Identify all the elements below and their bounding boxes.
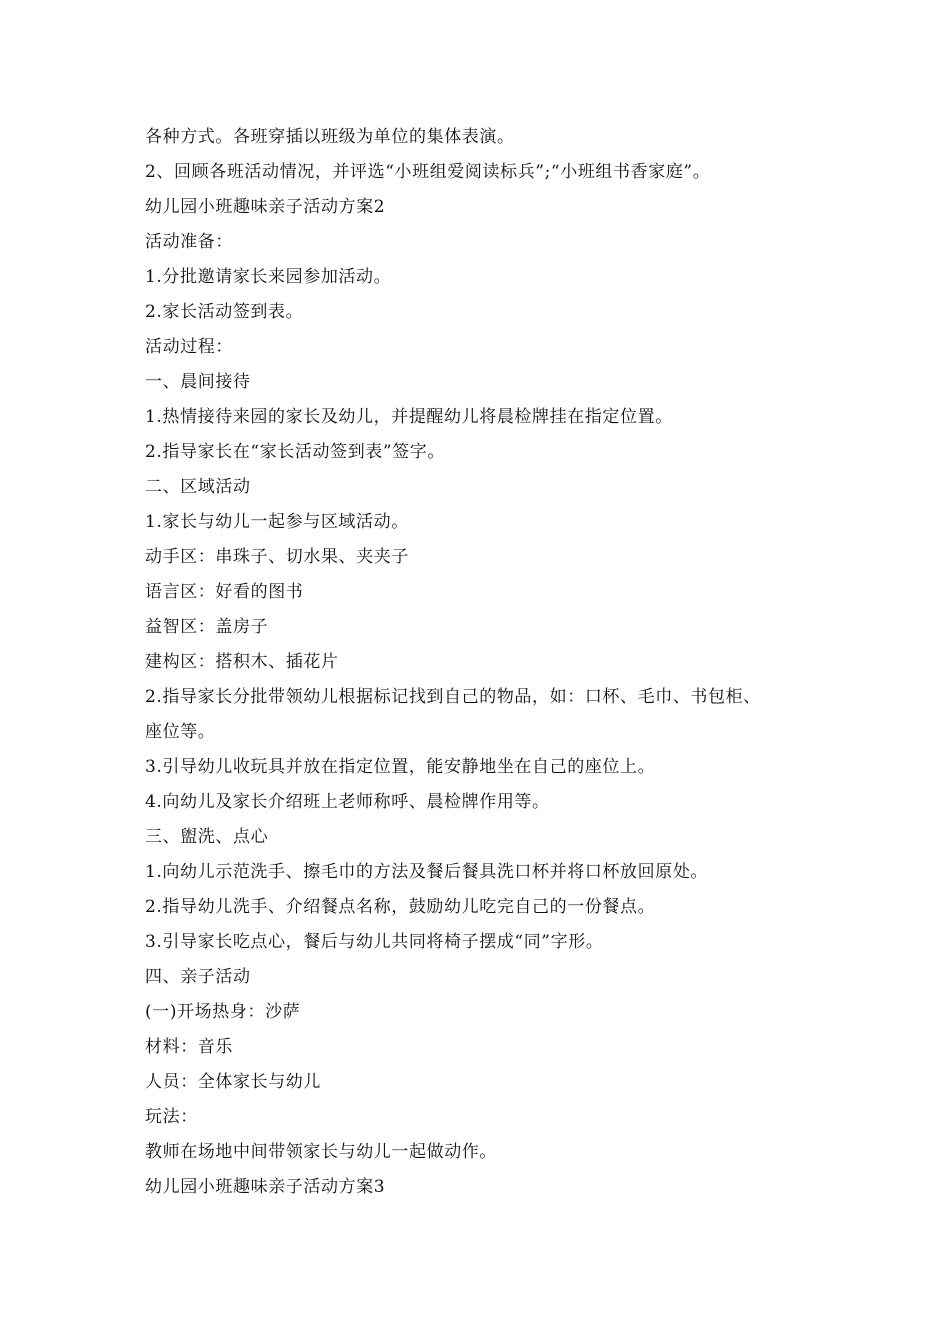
text-line: 活动准备： <box>145 232 233 252</box>
subsection-heading: 二、区域活动 <box>145 477 251 497</box>
text-line: 人员：全体家长与幼儿 <box>145 1072 321 1092</box>
text-line: 建构区：搭积木、插花片 <box>145 652 339 672</box>
text-line: 4.向幼儿及家长介绍班上老师称呼、晨检牌作用等。 <box>145 792 550 812</box>
text-line: 动手区：串珠子、切水果、夹夹子 <box>145 547 409 567</box>
text-line: 教师在场地中间带领家长与幼儿一起做动作。 <box>145 1142 497 1162</box>
text-line: 2.指导家长分批带领幼儿根据标记找到自己的物品，如：口杯、毛巾、书包柜、 <box>145 687 761 707</box>
text-line: 1.分批邀请家长来园参加活动。 <box>145 267 392 287</box>
text-line: (一)开场热身：沙萨 <box>145 1002 301 1022</box>
subsection-heading: 三、盥洗、点心 <box>145 827 269 847</box>
text-line: 3.引导家长吃点心，餐后与幼儿共同将椅子摆成“同”字形。 <box>145 932 604 952</box>
text-line: 1.热情接待来园的家长及幼儿，并提醒幼儿将晨检牌挂在指定位置。 <box>145 407 673 427</box>
text-line: 1.向幼儿示范洗手、擦毛巾的方法及餐后餐具洗口杯并将口杯放回原处。 <box>145 862 709 882</box>
text-line: 玩法： <box>145 1107 198 1127</box>
text-line: 语言区：好看的图书 <box>145 582 304 602</box>
subsection-heading: 一、晨间接待 <box>145 372 251 392</box>
text-line: 材料：音乐 <box>145 1037 233 1057</box>
subsection-heading: 四、亲子活动 <box>145 967 251 987</box>
text-line: 活动过程： <box>145 337 233 357</box>
text-line: 益智区：盖房子 <box>145 617 269 637</box>
text-line: 2.指导家长在“家长活动签到表”签字。 <box>145 442 446 462</box>
text-line: 座位等。 <box>145 722 216 742</box>
text-line: 各种方式。各班穿插以班级为单位的集体表演。 <box>145 127 515 147</box>
text-line: 2.指导幼儿洗手、介绍餐点名称，鼓励幼儿吃完自己的一份餐点。 <box>145 897 656 917</box>
text-line: 3.引导幼儿收玩具并放在指定位置，能安静地坐在自己的座位上。 <box>145 757 656 777</box>
text-line: 2.家长活动签到表。 <box>145 302 304 322</box>
section-heading: 幼儿园小班趣味亲子活动方案3 <box>145 1177 386 1197</box>
section-heading: 幼儿园小班趣味亲子活动方案2 <box>145 197 386 217</box>
text-line: 1.家长与幼儿一起参与区域活动。 <box>145 512 409 532</box>
document-body <box>145 120 845 1205</box>
text-line: 2、回顾各班活动情况，并评选“小班组爱阅读标兵”;“小班组书香家庭”。 <box>145 162 711 182</box>
